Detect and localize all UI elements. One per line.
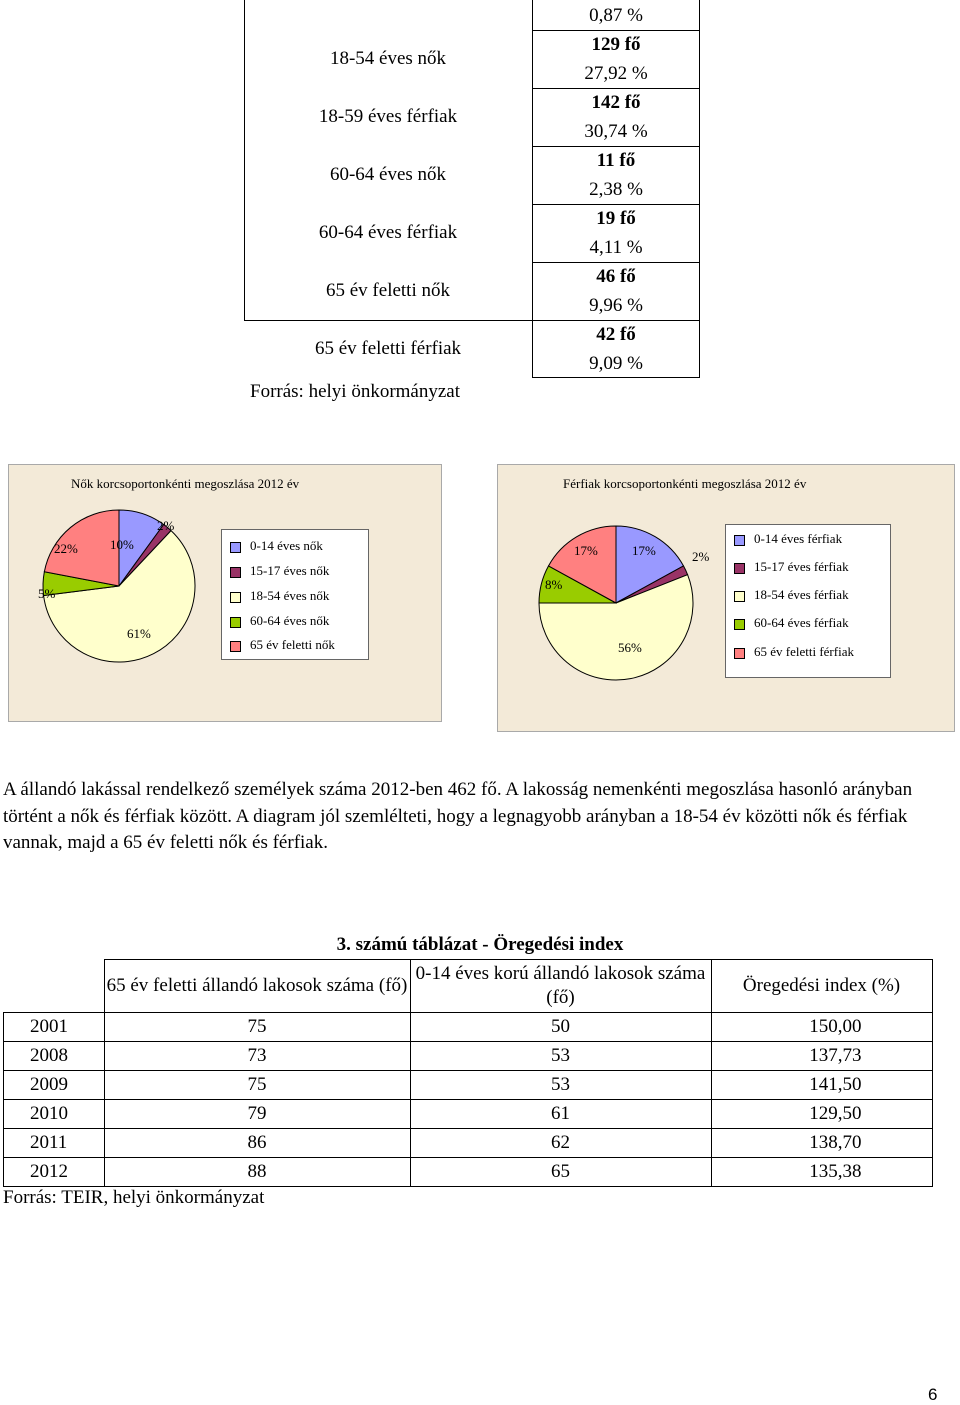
table-header-row	[4, 960, 933, 1013]
legend-swatch	[734, 591, 745, 602]
row-label: 18-59 éves férfiak	[318, 106, 458, 127]
legend-label: 0-14 éves nők	[250, 538, 323, 553]
table-cell: 79	[104, 1100, 410, 1129]
table-cell: 53	[410, 1071, 711, 1100]
row-count: 46 fő	[596, 266, 636, 287]
top-table-source: Forrás: helyi önkormányzat	[250, 381, 461, 402]
row-percentage: 27,92 %	[584, 63, 648, 84]
table-cell: 88	[104, 1158, 410, 1187]
row-label: 65 év feletti nők	[326, 280, 450, 301]
slice-label: 17%	[574, 543, 598, 558]
table-cell: 62	[410, 1129, 711, 1158]
table-cell: 129,50	[711, 1100, 932, 1129]
legend-label: 60-64 éves férfiak	[754, 615, 849, 630]
header-cell: 0-14 éves korú állandó lakosok száma (fő)	[410, 960, 711, 1013]
population-table	[244, 0, 700, 378]
legend-label: 0-14 éves férfiak	[754, 531, 843, 546]
legend-swatch	[230, 617, 241, 628]
table-cell: 135,38	[711, 1158, 932, 1187]
chart-title: Nők korcsoportonkénti megoszlása 2012 év	[71, 476, 300, 491]
row-count: 142 fő	[591, 92, 641, 113]
table-row	[4, 1013, 933, 1042]
table-row	[4, 1100, 933, 1129]
header-empty	[4, 960, 105, 1013]
table-cell: 53	[410, 1042, 711, 1071]
year-cell: 2001	[4, 1013, 105, 1042]
men-legend	[725, 524, 891, 678]
legend-swatch	[734, 619, 745, 630]
slice-label: 2%	[157, 518, 175, 533]
row-count: 42 fő	[596, 324, 636, 345]
legend-label: 60-64 éves nők	[250, 613, 330, 628]
table-row	[4, 1071, 933, 1100]
table-cell: 75	[104, 1013, 410, 1042]
table-cell: 137,73	[711, 1042, 932, 1071]
slice-label: 17%	[632, 543, 656, 558]
year-cell: 2012	[4, 1158, 105, 1187]
women-legend	[221, 529, 369, 660]
row-label: 60-64 éves férfiak	[318, 222, 458, 243]
legend-label: 15-17 éves férfiak	[754, 559, 849, 574]
chart-title: Férfiak korcsoportonkénti megoszlása 2012 év	[563, 476, 807, 491]
row-count: 19 fő	[596, 208, 636, 229]
header-cell: Öregedési index (%)	[711, 960, 932, 1013]
slice-label: 22%	[54, 541, 78, 556]
table-cell: 141,50	[711, 1071, 932, 1100]
year-cell: 2009	[4, 1071, 105, 1100]
table-row	[4, 1042, 933, 1071]
page-number: 6	[928, 1385, 938, 1404]
men-chart	[497, 464, 955, 732]
legend-swatch	[230, 592, 241, 603]
year-cell: 2008	[4, 1042, 105, 1071]
row-label: 60-64 éves nők	[329, 164, 447, 185]
legend-swatch	[734, 535, 745, 546]
legend-swatch	[230, 641, 241, 652]
slice-label: 61%	[127, 626, 151, 641]
row-percentage: 4,11 %	[589, 237, 643, 258]
legend-swatch	[230, 542, 241, 553]
legend-swatch	[734, 648, 745, 659]
legend-label: 65 év feletti nők	[250, 637, 335, 652]
table-cell: 61	[410, 1100, 711, 1129]
slice-label: 2%	[692, 549, 710, 564]
row-label: 65 év feletti férfiak	[314, 338, 462, 359]
bottom-table-source: Forrás: TEIR, helyi önkormányzat	[3, 1187, 265, 1208]
slice-label: 5%	[38, 586, 56, 601]
slice-label: 10%	[110, 537, 134, 552]
row-count: 129 fő	[591, 34, 641, 55]
table-cell: 50	[410, 1013, 711, 1042]
row-percentage: 9,96 %	[589, 295, 643, 316]
table-cell: 75	[104, 1071, 410, 1100]
row-percentage: 9,09 %	[589, 353, 643, 374]
legend-swatch	[734, 563, 745, 574]
row-label: 18-54 éves nők	[329, 48, 447, 69]
table-cell: 138,70	[711, 1129, 932, 1158]
legend-label: 15-17 éves nők	[250, 563, 330, 578]
table-cell: 86	[104, 1129, 410, 1158]
aging-index-table	[3, 959, 933, 1187]
women-chart	[8, 464, 442, 722]
table-cell: 150,00	[711, 1013, 932, 1042]
year-cell: 2010	[4, 1100, 105, 1129]
row-percentage: 30,74 %	[584, 121, 648, 142]
row-count: 11 fő	[596, 150, 636, 171]
header-cell: 65 év feletti állandó lakosok száma (fő)	[104, 960, 410, 1013]
slice-label: 56%	[618, 640, 642, 655]
first-percentage: 0,87 %	[589, 5, 643, 26]
slice-label: 8%	[545, 577, 563, 592]
legend-label: 18-54 éves férfiak	[754, 587, 849, 602]
table-cell: 73	[104, 1042, 410, 1071]
row-percentage: 2,38 %	[589, 179, 643, 200]
aging-index-table-title: 3. számú táblázat - Öregedési index	[336, 934, 624, 955]
description-paragraph: A állandó lakással rendelkező személyek száma 2012-ben 462 fő. A lakosság nemenkénti megoszlása hasonló arányban történt a nők és férfiak között. A diagram jól szemlélteti, hogy a legnagyobb arányban a 18-54 év közötti nők és férfiak vannak, majd a 65 év feletti nők és férfiak.	[3, 779, 913, 853]
legend-label: 18-54 éves nők	[250, 588, 330, 603]
legend-swatch	[230, 567, 241, 578]
table-row	[4, 1158, 933, 1187]
legend-label: 65 év feletti férfiak	[754, 644, 854, 659]
table-cell: 65	[410, 1158, 711, 1187]
table-row	[4, 1129, 933, 1158]
year-cell: 2011	[4, 1129, 105, 1158]
